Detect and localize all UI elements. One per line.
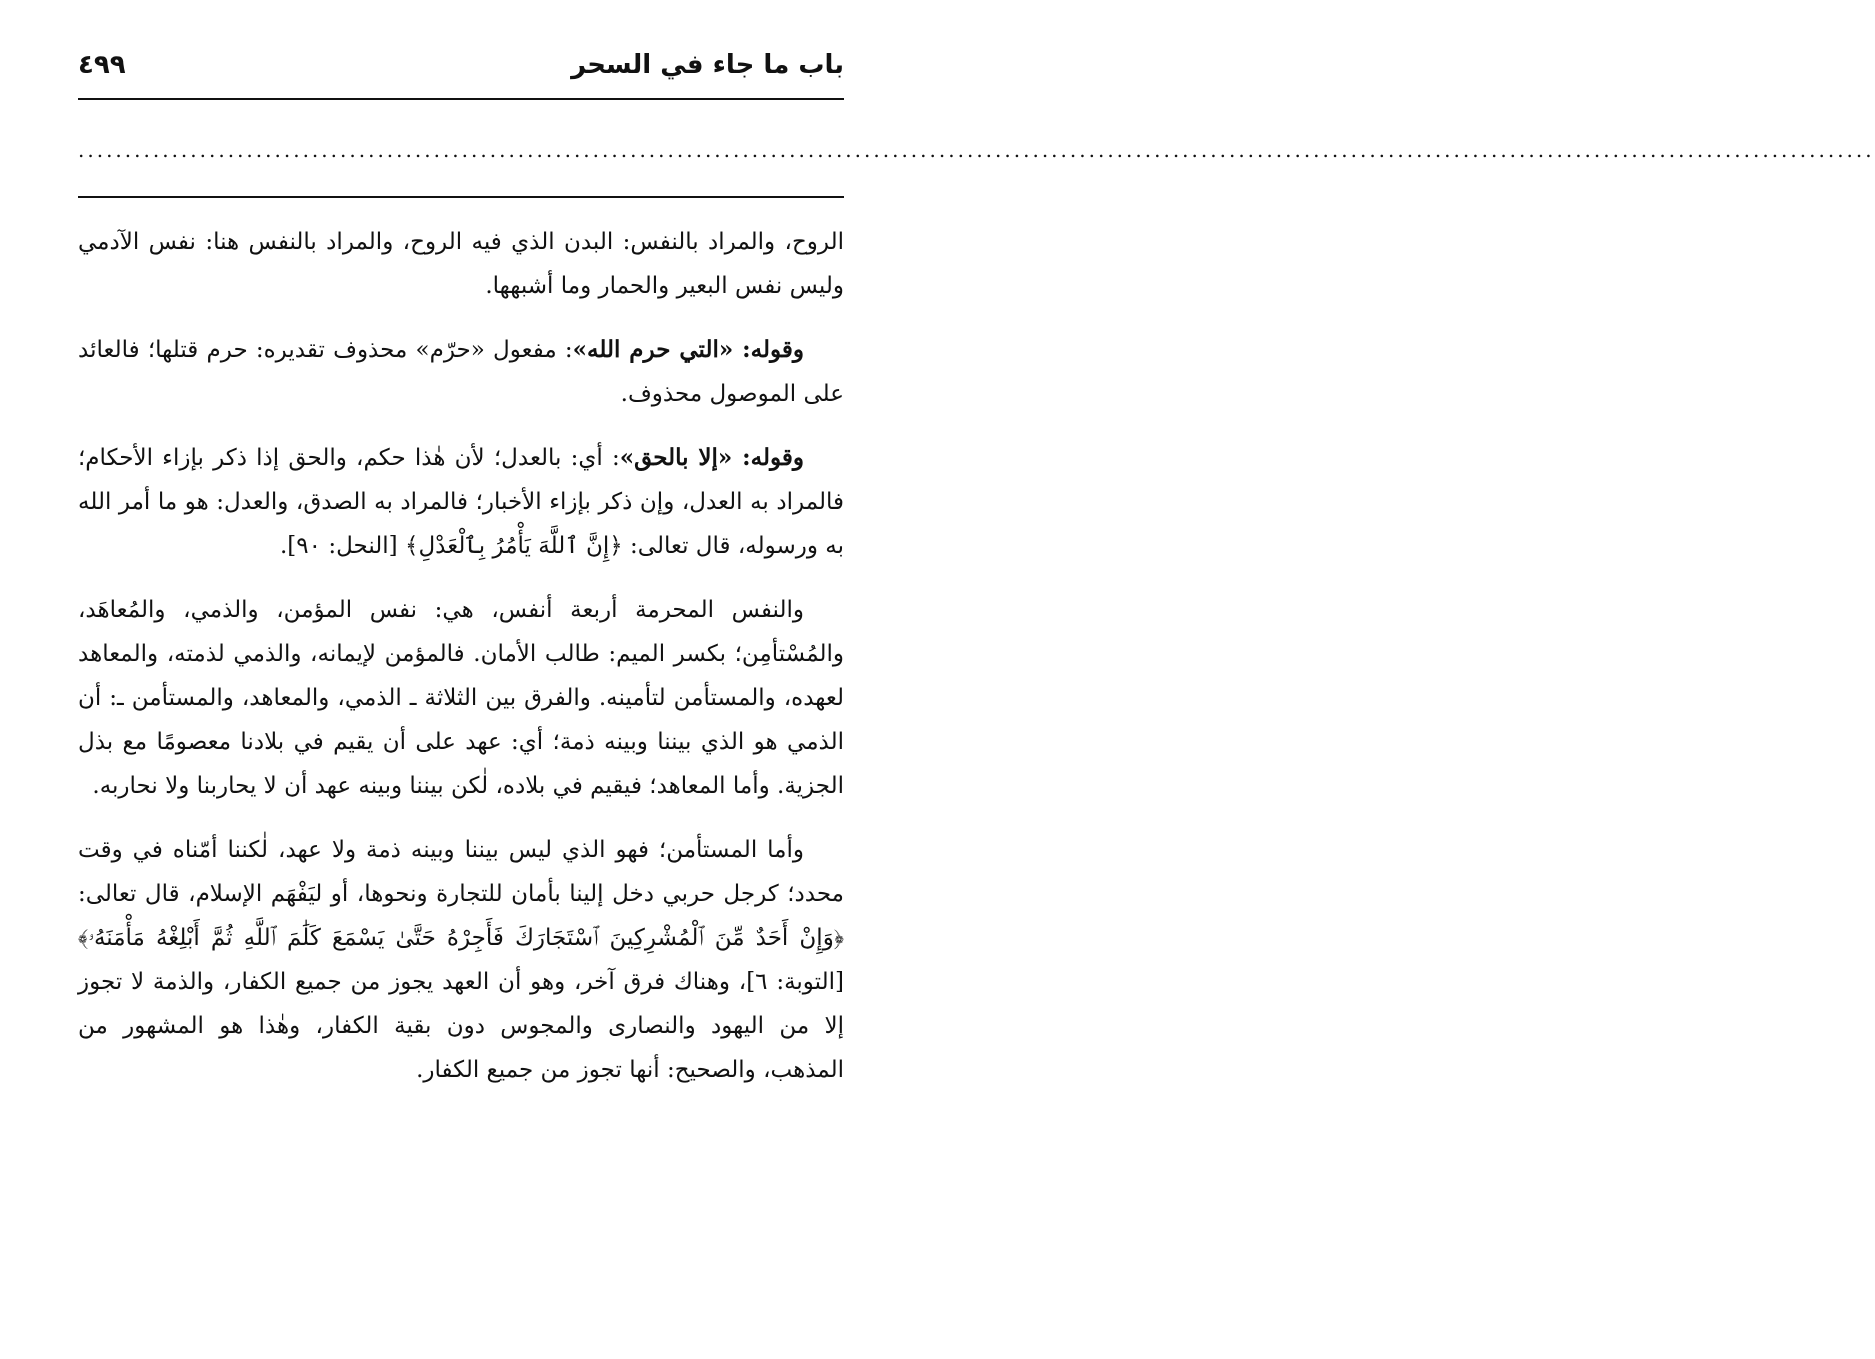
paragraph-text: الروح، والمراد بالنفس: البدن الذي فيه الروح، والمراد بالنفس هنا: نفس الآدمي وليس نفس البعير والحمار وما أشبهها. xyxy=(78,229,844,299)
paragraph-text: وأما المستأمن؛ فهو الذي ليس بيننا وبينه ذمة ولا عهد، لٰكننا أمّناه في وقت محدد؛ كرجل حربي دخل إلينا بأمان للتجارة ونحوها، أو ليَفْهَم الإسلام، قال تعالى: ﴿وَإِنْ أَحَدٌ مِّنَ ٱلْمُشْرِكِينَ ٱسْتَجَارَكَ فَأَجِرْهُ حَتَّىٰ يَسْمَعَ كَلَٰمَ ٱللَّهِ ثُمَّ أَبْلِغْهُ مَأْمَنَهُۥ﴾ [التوبة: ٦]، وهناك فرق آخر، وهو أن العهد يجوز من جميع الكفار، والذمة لا تجوز إلا من اليهود والنصارى والمجوس دون بقية الكفار، وهٰذا هو المشهور من المذهب، والصحيح: أنها تجوز من جميع الكفار. xyxy=(78,837,844,1083)
body-text xyxy=(78,220,844,1112)
paragraph xyxy=(78,220,844,308)
chapter-title: باب ما جاء في السحر xyxy=(571,50,844,80)
page-number: ٤٩٩ xyxy=(78,50,126,80)
separator-rule xyxy=(78,196,844,198)
paragraph xyxy=(78,828,844,1092)
paragraph xyxy=(78,588,844,808)
dotted-separator: ................................................................................................................................................................................................ xyxy=(78,138,1875,162)
paragraph xyxy=(78,436,844,568)
header-rule xyxy=(78,98,844,100)
paragraph-text: والنفس المحرمة أربعة أنفس، هي: نفس المؤمن، والذمي، والمُعاهَد، والمُسْتأمِن؛ بكسر الميم: طالب الأمان. فالمؤمن لإيمانه، والذمي لذمته، والمعاهد لعهده، والمستأمن لتأمينه. والفرق بين الثلاثة ـ الذمي، والمعاهد، والمستأمن ـ: أن الذمي هو الذي بيننا وبينه ذمة؛ أي: عهد على أن يقيم في بلادنا معصومًا مع بذل الجزية. وأما المعاهد؛ فيقيم في بلاده، لٰكن بيننا وبينه عهد أن لا يحاربنا ولا نحاربه. xyxy=(78,597,844,799)
page-header xyxy=(78,50,844,94)
paragraph xyxy=(78,328,844,416)
paragraph-text: : أي: بالعدل؛ لأن هٰذا حكم، والحق إذا ذكر بإزاء الأحكام؛ فالمراد به العدل، وإن ذكر بإزاء الأخبار؛ فالمراد به الصدق، والعدل: هو ما أمر الله به ورسوله، قال تعالى: ﴿إِنَّ ٱللَّهَ يَأْمُرُ بِٱلْعَدْلِ﴾ [النحل: ٩٠]. xyxy=(78,445,844,559)
paragraph-text: : مفعول «حرّم» محذوف تقديره: حرم قتلها؛ فالعائد على الموصول محذوف. xyxy=(78,337,844,407)
paragraph-lead: وقوله: «التي حرم الله» xyxy=(572,336,804,363)
paragraph-lead: وقوله: «إلا بالحق» xyxy=(619,444,804,471)
